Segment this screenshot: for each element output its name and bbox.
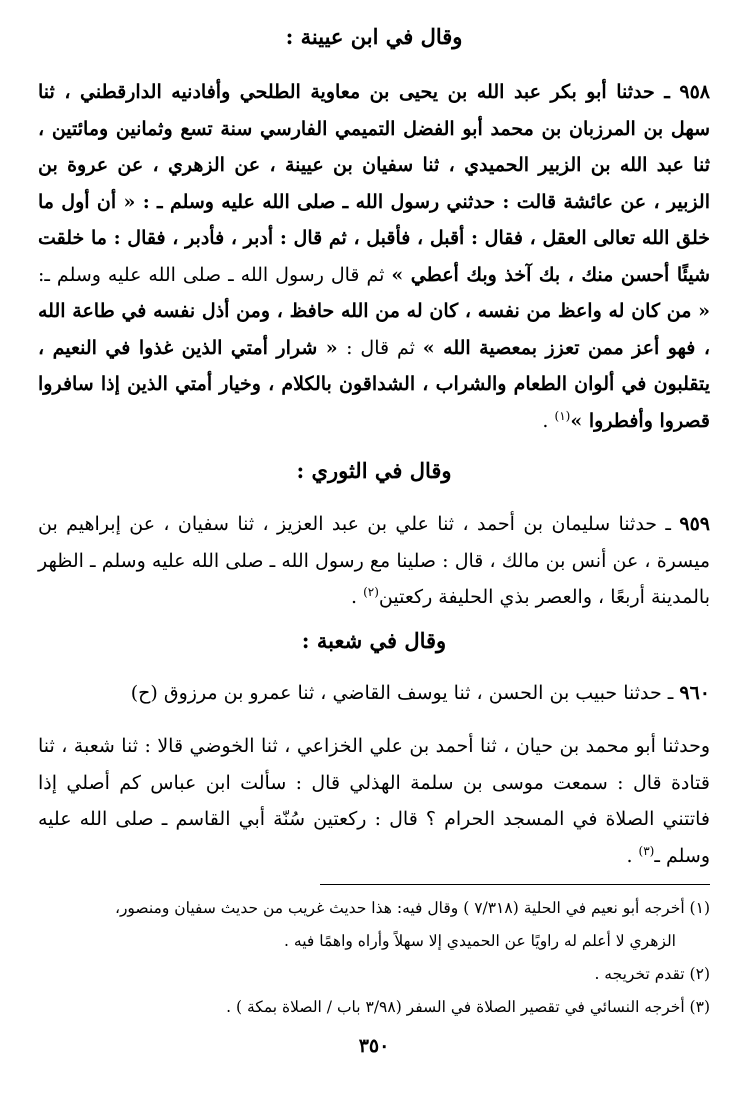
hadith-959 xyxy=(38,506,710,616)
footnote-ref: (١) xyxy=(554,408,571,423)
hadith-958 xyxy=(38,74,710,439)
footnote-3 xyxy=(38,991,710,1024)
hadith-number: ٩٥٩ xyxy=(679,513,710,535)
hadith-960 xyxy=(38,675,710,712)
footnote-divider xyxy=(320,884,710,885)
footnote-text: (٢) تقدم تخريجه . xyxy=(594,965,710,983)
footnote-ref: (٣) xyxy=(638,843,655,858)
footnote-2 xyxy=(38,958,710,991)
hadith-text: ـ حدثنا سليمان بن أحمد ، ثنا علي بن عبد العزيز ، ثنا سفيان ، عن إبراهيم بن ميسرة ، عن أنس بن مالك ، قال : صلينا مع رسول الله ـ صلى الله عليه وسلم ـ الظهر بالمدينة أربعًا ، والعصر بذي الحليفة ركعتين xyxy=(38,513,710,608)
footnote-text: (١) أخرجه أبو نعيم في الحلية (٧/٣١٨ ) وقال فيه: هذا حديث غريب من حديث سفيان ومنصور، xyxy=(114,899,710,917)
hadith-number: ٩٥٨ xyxy=(679,81,710,103)
hadith-matn: « شرار أمتي الذين غذوا في النعيم ، يتقلبون في ألوان الطعام والشراب ، الشداقون بالكلام ، وخيار أمتي الذين إذا سافروا قصروا وأفطروا » xyxy=(38,336,710,432)
page-number: ٣٥٠ xyxy=(358,1035,390,1057)
period: . xyxy=(351,586,364,608)
hadith-matn: « أن أول ما خلق الله تعالى العقل ، فقال : أقبل ، فأقبل ، ثم قال : أدبر ، فأدبر ، فقال : ما خلقت شيئًا أحسن منك ، بك آخذ وبك أعطي » xyxy=(38,190,710,286)
hadith-960-continuation xyxy=(38,728,710,874)
footnote-ref: (٢) xyxy=(363,585,379,599)
hadith-connector: ثم قال : xyxy=(346,336,423,359)
footnote-text: الزهري لا أعلم له راويًا عن الحميدي إلا سهلاً وأراه واهمًا فيه . xyxy=(284,932,676,950)
period: . xyxy=(542,409,555,432)
period: . xyxy=(626,844,639,867)
hadith-matn: « من كان له واعظ من نفسه ، كان له من الله حافظ ، ومن أذل نفسه في طاعة الله ، فهو أعز ممن تعزز بمعصية الله » xyxy=(38,300,710,359)
section-heading-shuba: وقال في شعبة : xyxy=(301,628,447,653)
footnote-1 xyxy=(38,892,710,958)
hadith-number: ٩٦٠ xyxy=(679,682,710,704)
section-heading-thawri: وقال في الثوري : xyxy=(296,458,452,483)
hadith-isnad: ـ حدثنا أبو بكر عبد الله بن يحيى بن معاوية الطلحي وأفادنيه الدارقطني ، ثنا سهل بن المرزبان بن محمد أبو الفضل التميمي الفارسي سنة تسع وثمانين ومائتين ، ثنا عبد الله بن الزبير الحميدي ، ثنا سفيان بن عيينة ، عن الزهري ، عن عروة بن الزبير ، عن عائشة قالت : حدثني رسول الله ـ صلى الله عليه وسلم ـ : xyxy=(38,81,710,213)
hadith-text: ـ حدثنا حبيب بن الحسن ، ثنا يوسف القاضي ، ثنا عمرو بن مرزوق (ح) xyxy=(130,682,680,704)
hadith-text: وحدثنا أبو محمد بن حيان ، ثنا أحمد بن علي الخزاعي ، ثنا الخوضي قالا : ثنا شعبة ، ثنا قتادة قال : سمعت موسى بن سلمة الهذلي قال : سألت ابن عباس كم أصلي إذا فاتتني الصلاة في المسجد الحرام ؟ قال : ركعتين سُنّة أبي القاسم ـ صلى الله عليه وسلم ـ xyxy=(38,735,710,867)
hadith-connector: ثم قال رسول الله ـ صلى الله عليه وسلم ـ: xyxy=(38,263,392,286)
footnotes xyxy=(38,892,710,1024)
footnote-text: (٣) أخرجه النسائي في تقصير الصلاة في السفر (٣/٩٨ باب / الصلاة بمكة ) . xyxy=(226,998,710,1016)
book-page xyxy=(38,0,710,1111)
section-heading-ibn-uyayna: وقال في ابن عيينة : xyxy=(285,24,463,49)
